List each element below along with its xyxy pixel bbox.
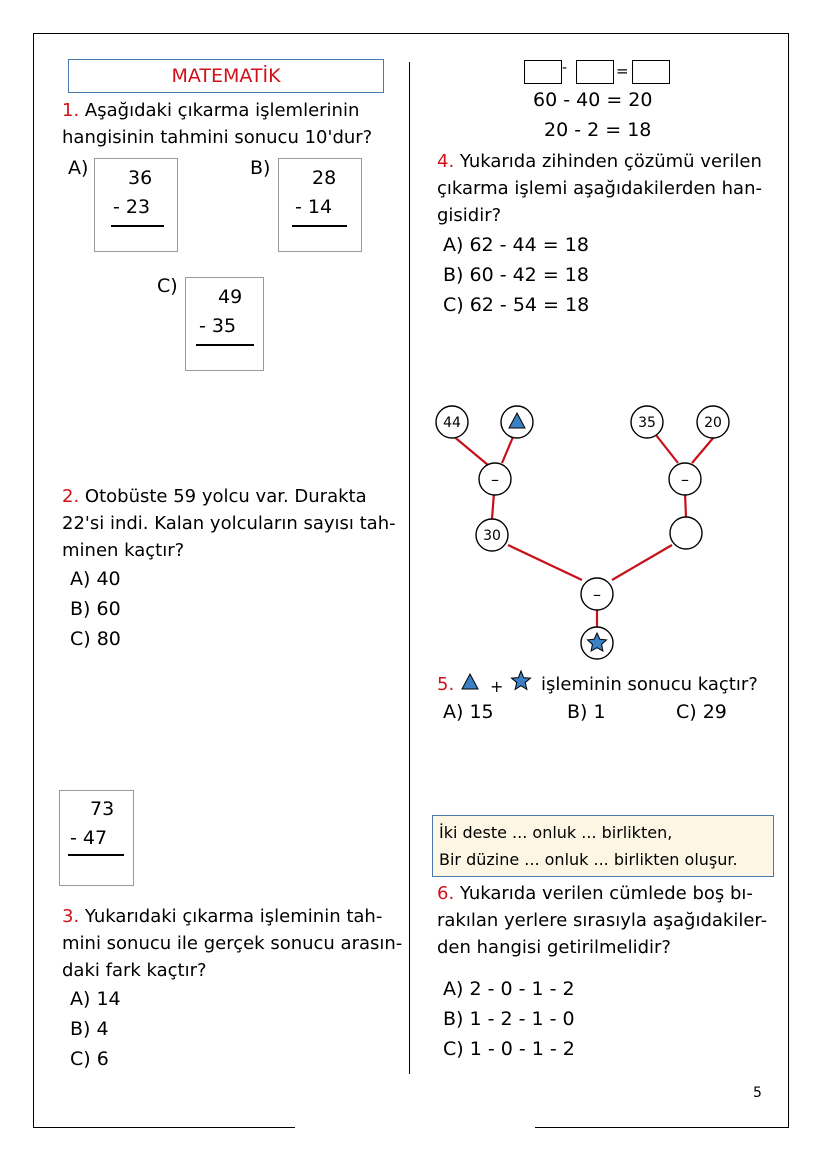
page-title: MATEMATİK [68,59,384,93]
fill-in-sentence-box [432,815,774,877]
label-35: 35 [638,415,656,431]
q1-b-top: 28 [312,167,337,189]
q4-line3: gisidir? [437,205,502,226]
node-empty [670,517,702,549]
q4-equals-sign: = [616,62,629,80]
page-border-bottom-left [33,1127,295,1128]
q6-line3: den hangisi getirilmelidir? [437,937,671,958]
q1-line1: 1. Aşağıdaki çıkarma işlemlerinin [62,100,360,121]
q3-line2: mini sonucu ile gerçek sonucu arasın- [62,933,403,954]
note-line2: Bir düzine ... onluk ... birlikten oluşur. [439,850,738,869]
star-icon [510,670,532,692]
blank-box-1 [524,60,562,84]
line-30-to-bottom-minus [508,545,582,580]
q2-line3: minen kaçtır? [62,540,185,561]
q1-b-line [292,225,347,227]
page-border-top [33,33,788,34]
q1-c-line [196,344,254,346]
page-number: 5 [753,1085,762,1101]
line-minus-to-empty [685,493,686,517]
label-minus-left: – [491,470,499,489]
line-20-to-minus [692,437,714,463]
q6-option-a[interactable]: A) 2 - 0 - 1 - 2 [443,978,575,1000]
note-line1: İki deste ... onluk ... birlikten, [439,823,673,842]
q5-text: işleminin sonucu kaçtır? [541,674,758,695]
q2-line2: 22'si indi. Kalan yolcuların sayısı tah- [62,513,396,534]
q3-line1: 3. Yukarıdaki çıkarma işleminin tah- [62,906,383,927]
q1-number: 1. [62,100,80,121]
q3-operation-box [59,790,134,886]
q3-op-line [68,854,124,856]
q4-line2: çıkarma işlemi aşağıdakilerden han- [437,178,762,199]
q2-number: 2. [62,486,80,507]
page-border-right [788,33,789,1128]
q3-option-c[interactable]: C) 6 [70,1048,109,1070]
label-minus-right: – [681,470,689,489]
q3-number: 3. [62,906,80,927]
q1-option-a-box[interactable] [94,158,178,252]
q2-option-b[interactable]: B) 60 [70,598,121,620]
q6-option-b[interactable]: B) 1 - 2 - 1 - 0 [443,1008,575,1030]
q1-option-c-box[interactable] [185,277,264,371]
q6-number: 6. [437,883,455,904]
q4-minus-sign: - [562,60,568,76]
line-44-to-minus [452,435,488,465]
q1-c-bottom: - 35 [199,315,237,337]
q5-option-a[interactable]: A) 15 [443,701,494,723]
line-minus-to-30 [492,493,494,519]
q5-question-line [437,671,454,698]
blank-box-2 [576,60,614,84]
q1-option-a-label[interactable]: A) [68,157,89,179]
q3-line3: daki fark kaçtır? [62,960,207,981]
q4-equation-1: 60 - 40 = 20 [533,89,653,111]
triangle-icon [460,672,480,692]
q5-option-c[interactable]: C) 29 [676,701,727,723]
q3-option-b[interactable]: B) 4 [70,1018,109,1040]
q1-a-bottom: - 23 [113,196,151,218]
q4-equation-2: 20 - 2 = 18 [544,119,652,141]
label-44: 44 [443,415,461,431]
q6-line2: rakılan yerlere sırasıyla aşağıdakiler- [437,910,768,931]
q4-option-c[interactable]: C) 62 - 54 = 18 [443,294,590,316]
q4-option-b[interactable]: B) 60 - 42 = 18 [443,264,589,286]
blank-box-3 [632,60,670,84]
q1-option-b-label[interactable]: B) [250,157,271,179]
q5-number: 5. [437,674,455,695]
q3-op-top: 73 [90,798,115,820]
q6-line1: 6. Yukarıda verilen cümlede boş bı- [437,883,753,904]
q3-option-a[interactable]: A) 14 [70,988,121,1010]
q1-a-line [111,225,164,227]
q5-option-b[interactable]: B) 1 [567,701,606,723]
q1-b-bottom: - 14 [295,196,333,218]
page-border-bottom-right [535,1127,788,1128]
q1-c-top: 49 [218,286,243,308]
q5-plus-sign: + [490,677,504,696]
label-minus-bottom: – [593,585,601,604]
label-30: 30 [483,528,501,544]
q2-option-a[interactable]: A) 40 [70,568,121,590]
tree-nodes [436,406,729,659]
subtraction-tree-diagram [410,395,788,675]
q3-op-bottom: - 47 [70,827,108,849]
line-triangle-to-minus [502,437,513,463]
q1-line2: hangisinin tahmini sonucu 10'dur? [62,127,373,148]
q4-line1: 4. Yukarıda zihinden çözümü verilen [437,151,762,172]
q1-option-b-box[interactable] [278,158,362,252]
tree-labels [443,415,722,604]
q2-line1: 2. Otobüste 59 yolcu var. Durakta [62,486,367,507]
q4-option-a[interactable]: A) 62 - 44 = 18 [443,234,589,256]
label-20: 20 [704,415,722,431]
q2-option-c[interactable]: C) 80 [70,628,121,650]
q6-option-c[interactable]: C) 1 - 0 - 1 - 2 [443,1038,575,1060]
q1-option-c-label[interactable]: C) [157,275,178,297]
q4-number: 4. [437,151,455,172]
line-empty-to-bottom-minus [612,545,672,580]
line-35-to-minus [656,435,678,463]
page-border-left [33,33,34,1128]
q1-a-top: 36 [128,167,153,189]
